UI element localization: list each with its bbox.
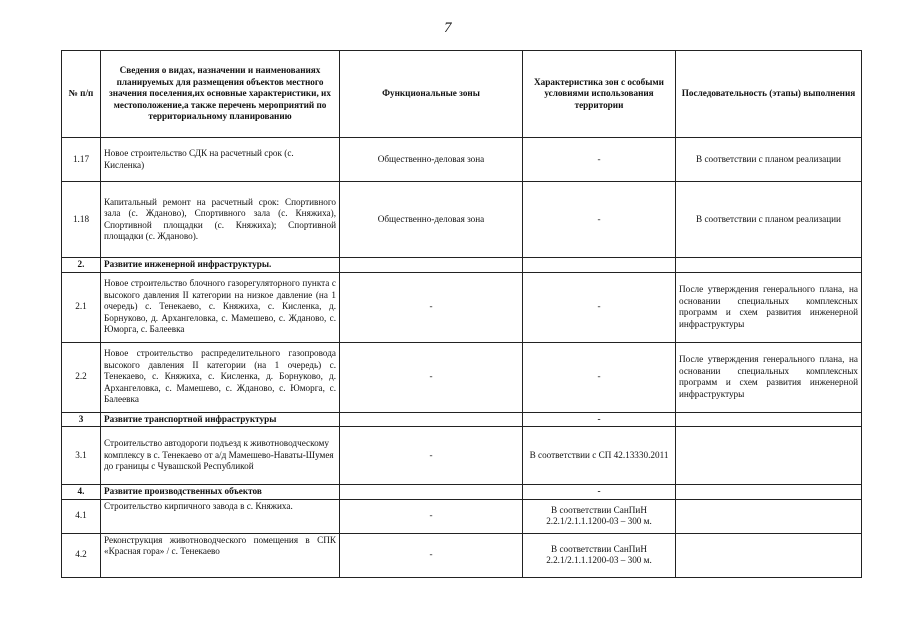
- row-description: Строительство кирпичного завода в с. Княжиха.: [101, 499, 340, 533]
- row-zone: [340, 258, 523, 273]
- row-description: Развитие производственных объектов: [101, 485, 340, 500]
- row-num: 3.1: [62, 427, 101, 485]
- row-description: Развитие инженерной инфраструктуры.: [101, 258, 340, 273]
- row-num: 4.: [62, 485, 101, 500]
- row-special: -: [523, 342, 676, 412]
- row-num: 2.2: [62, 342, 101, 412]
- row-zone: Общественно-деловая зона: [340, 138, 523, 182]
- row-num: 4.2: [62, 533, 101, 577]
- header-sequence: Последовательность (этапы) выполнения: [676, 51, 862, 138]
- row-sequence: [676, 533, 862, 577]
- row-special: -: [523, 138, 676, 182]
- row-num: 2.1: [62, 272, 101, 342]
- table-row: [62, 533, 862, 577]
- row-num: 1.18: [62, 182, 101, 258]
- row-sequence: После утверждения генерального плана, на основании специальных комплексных программ и схем развития инженерной инфраструктуры: [676, 272, 862, 342]
- row-zone: -: [340, 533, 523, 577]
- row-special: -: [523, 485, 676, 500]
- row-special: -: [523, 412, 676, 427]
- row-special: В соответствии СанПиН 2.2.1/2.1.1.1200-03 – 300 м.: [523, 533, 676, 577]
- table-row: [62, 342, 862, 412]
- row-sequence: В соответствии с планом реализации: [676, 138, 862, 182]
- row-zone: [340, 485, 523, 500]
- table-row: [62, 427, 862, 485]
- row-sequence: [676, 258, 862, 273]
- table-header-row: [62, 51, 862, 138]
- row-zone: -: [340, 342, 523, 412]
- table-row: [62, 272, 862, 342]
- table-row: [62, 138, 862, 182]
- row-special: В соответствии с СП 42.13330.2011: [523, 427, 676, 485]
- row-sequence: После утверждения генерального плана, на основании специальных комплексных программ и схем развития инженерной инфраструктуры: [676, 342, 862, 412]
- row-sequence: [676, 427, 862, 485]
- row-zone: Общественно-деловая зона: [340, 182, 523, 258]
- row-description: Новое строительство блочного газорегуляторного пункта с высокого давления II категории на низкое давление (на 1 очередь) с. Тенекаево, с. Княжиха, с. Кисленка, д. Борнуково, д. Архангеловка, с. Мамешево, с. Жданово, с. Юморга, с. Балеевка: [101, 272, 340, 342]
- row-description: Новое строительство СДК на расчетный срок (с. Кисленка): [101, 138, 340, 182]
- row-num: 1.17: [62, 138, 101, 182]
- row-num: 3: [62, 412, 101, 427]
- row-special: [523, 258, 676, 273]
- row-sequence: [676, 412, 862, 427]
- row-description: Развитие транспортной инфраструктуры: [101, 412, 340, 427]
- header-special-zones: Характеристика зон с особыми условиями использования территории: [523, 51, 676, 138]
- table-row: [62, 499, 862, 533]
- table-row: [62, 182, 862, 258]
- row-num: 4.1: [62, 499, 101, 533]
- header-num: № п/п: [62, 51, 101, 138]
- row-zone: -: [340, 272, 523, 342]
- header-functional-zones: Функциональные зоны: [340, 51, 523, 138]
- row-sequence: В соответствии с планом реализации: [676, 182, 862, 258]
- row-description: Реконструкция животноводческого помещения в СПК «Красная гора» / с. Тенекаево: [101, 533, 340, 577]
- table-section-row: [62, 412, 862, 427]
- row-special: -: [523, 182, 676, 258]
- row-description: Капитальный ремонт на расчетный срок: Спортивного зала (с. Жданово), Спортивного зала (с. Княжиха), Спортивной площадки (с. Княжиха); Спортивной площадки (с. Жданово).: [101, 182, 340, 258]
- row-num: 2.: [62, 258, 101, 273]
- row-zone: [340, 412, 523, 427]
- table-section-row: [62, 258, 862, 273]
- row-sequence: [676, 499, 862, 533]
- row-sequence: [676, 485, 862, 500]
- row-zone: -: [340, 499, 523, 533]
- row-description: Строительство автодороги подъезд к животноводческому комплексу в с. Тенекаево от а/д Мамешево-Наваты-Шумея до границы с Чувашской Республикой: [101, 427, 340, 485]
- row-zone: -: [340, 427, 523, 485]
- row-special: В соответствии СанПиН 2.2.1/2.1.1.1200-03 – 300 м.: [523, 499, 676, 533]
- page-number: 7: [444, 20, 452, 36]
- table-section-row: [62, 485, 862, 500]
- planning-table: [61, 50, 862, 578]
- header-description: Сведения о видах, назначении и наименованиях планируемых для размещения объектов местного значения поселения,их основные характеристики, их местоположение,а также перечень мероприятий по территориальному планированию: [101, 51, 340, 138]
- row-description: Новое строительство распределительного газопровода высокого давления II категории (на 1 очередь) с. Тенекаево, с. Княжиха, с. Кисленка, д. Борнуково, д. Архангеловка, с. Мамешево, с. Жданово, с. Юморга, с. Балеевка: [101, 342, 340, 412]
- row-special: -: [523, 272, 676, 342]
